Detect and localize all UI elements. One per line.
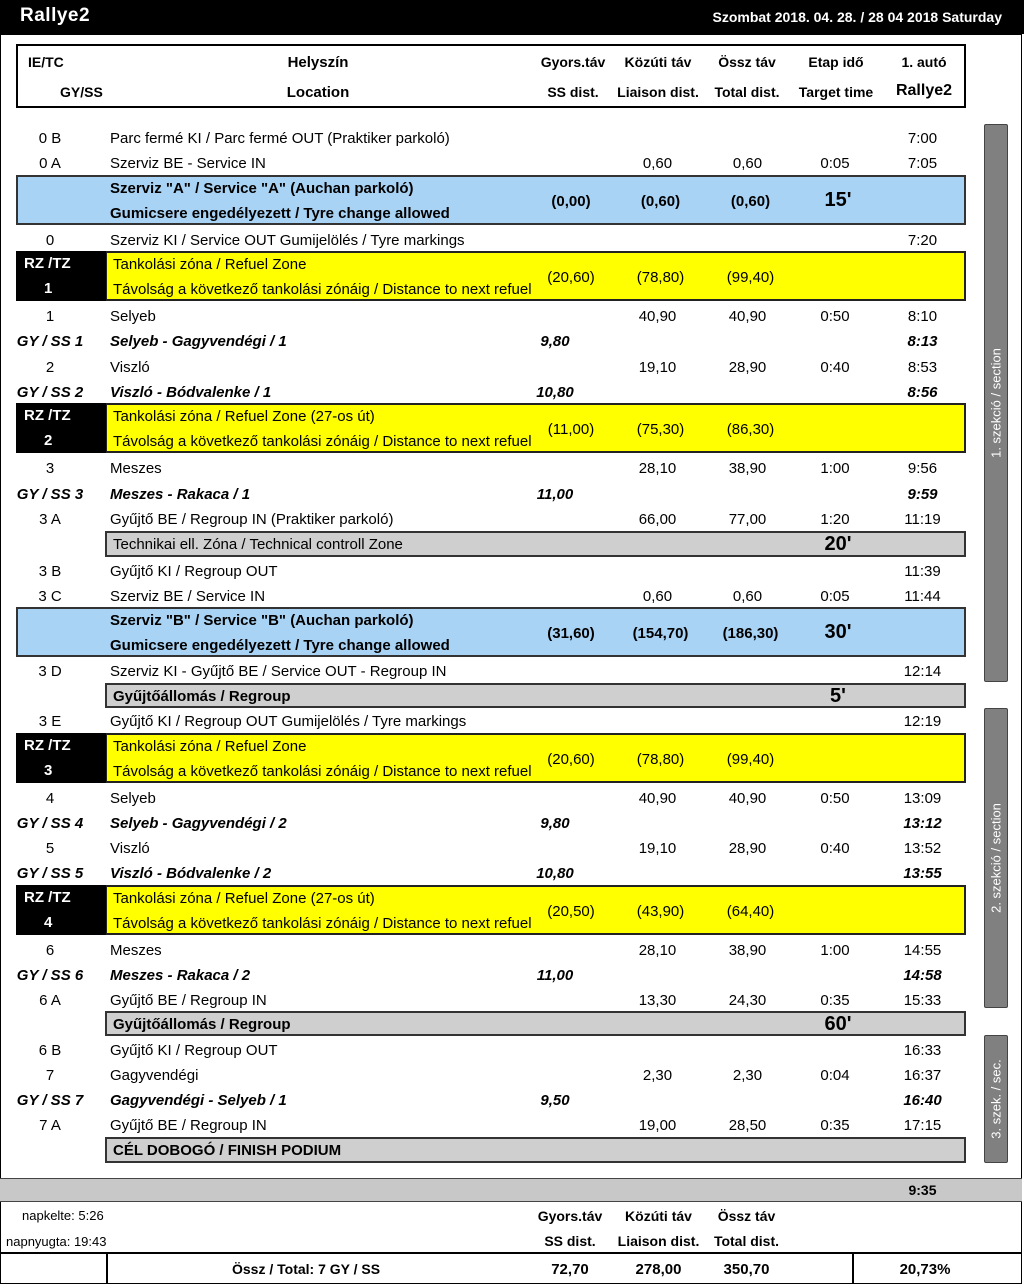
finish-label: CÉL DOBOGÓ / FINISH PODIUM xyxy=(113,1142,342,1159)
col-code-top: IE/TC xyxy=(28,54,64,70)
refuel-4-total: (64,40) xyxy=(726,903,775,920)
row-location: Szerviz BE - Service IN xyxy=(110,155,266,172)
title-bar xyxy=(0,0,1024,34)
row-liaison: 19,10 xyxy=(638,840,677,857)
refuel-1-title: Tankolási zóna / Refuel Zone xyxy=(113,256,307,273)
row-target-time: 1:00 xyxy=(820,460,850,477)
row-location: Meszes - Rakaca / 1 xyxy=(110,486,251,503)
refuel-4-rz: RZ /TZ xyxy=(24,889,71,906)
row-ss-dist: 9,80 xyxy=(540,815,570,832)
row-location: Gagyvendégi xyxy=(110,1067,199,1084)
row-car-time: 13:52 xyxy=(903,840,942,857)
service-a-title: Szerviz "A" / Service "A" (Auchan parkoló) xyxy=(110,180,414,197)
row-location: Meszes xyxy=(110,460,162,477)
row-location: Selyeb xyxy=(110,308,156,325)
service-b-time: 30' xyxy=(824,621,852,643)
service-b-title: Szerviz "B" / Service "B" (Auchan parkoló) xyxy=(110,612,414,629)
row-location: Viszló xyxy=(110,359,150,376)
refuel-4-ss: (20,50) xyxy=(547,903,595,920)
row-car-time: 9:59 xyxy=(907,486,938,503)
table-row xyxy=(0,152,980,177)
table-row xyxy=(0,585,980,610)
regroup-zone-2 xyxy=(105,1011,966,1036)
technical-zone-label: Technikai ell. Zóna / Technical controll Zone xyxy=(113,536,403,553)
totals-total: 350,70 xyxy=(723,1261,770,1278)
refuel-4-badge xyxy=(16,885,106,935)
stage-row xyxy=(0,812,980,837)
table-row xyxy=(0,1064,980,1089)
row-car-time: 8:13 xyxy=(907,333,938,350)
totals-ss: 72,70 xyxy=(551,1261,589,1278)
row-target-time: 0:40 xyxy=(820,359,850,376)
table-row xyxy=(0,560,980,585)
section-3-label: 3. szek. / sec. xyxy=(988,1059,1004,1139)
table-row xyxy=(0,710,980,735)
row-car-time: 13:09 xyxy=(903,790,942,807)
service-a-note: Gumicsere engedélyezett / Tyre change allowed xyxy=(110,205,450,222)
refuel-4-liaison: (43,90) xyxy=(636,903,685,920)
row-code: 5 xyxy=(45,840,55,857)
row-total: 28,90 xyxy=(728,840,767,857)
refuel-2-title: Tankolási zóna / Refuel Zone (27-os út) xyxy=(113,408,375,425)
row-car-time: 13:55 xyxy=(903,865,942,882)
refuel-3-liaison: (78,80) xyxy=(636,751,685,768)
table-row xyxy=(0,660,980,685)
row-ss-dist: 10,80 xyxy=(536,865,574,882)
sunrise: napkelte: 5:26 xyxy=(22,1208,104,1223)
row-car-time: 7:05 xyxy=(907,155,938,172)
row-location: Gyűjtő KI / Regroup OUT xyxy=(110,1042,278,1059)
row-car-time: 17:15 xyxy=(903,1117,942,1134)
row-location: Viszló - Bódvalenke / 2 xyxy=(110,865,272,882)
total-time: 9:35 xyxy=(908,1182,937,1198)
row-code: 1 xyxy=(45,308,55,325)
rally-title: Rallye2 xyxy=(20,5,91,26)
row-car-time: 14:55 xyxy=(903,942,942,959)
table-row xyxy=(0,1114,980,1139)
row-code: GY / SS 7 xyxy=(16,1092,84,1109)
technical-zone-time: 20' xyxy=(824,533,852,555)
row-code: 3 E xyxy=(38,713,62,730)
row-total: 28,50 xyxy=(728,1117,767,1134)
refuel-1-note: Távolság a következő tankolási zónáig / Distance to next refuel xyxy=(113,281,532,298)
row-target-time: 0:50 xyxy=(820,790,850,807)
footer-liaison-bottom: Liaison dist. xyxy=(617,1233,700,1249)
row-car-time: 7:00 xyxy=(907,130,938,147)
table-row xyxy=(0,305,980,330)
row-code: 0 B xyxy=(38,130,62,147)
row-liaison: 19,10 xyxy=(638,359,677,376)
row-location: Gyűjtő KI / Regroup OUT xyxy=(110,563,278,580)
service-a-time: 15' xyxy=(824,189,852,211)
totals-liaison: 278,00 xyxy=(635,1261,682,1278)
row-total: 40,90 xyxy=(728,308,767,325)
row-car-time: 9:56 xyxy=(907,460,938,477)
totals-percent: 20,73% xyxy=(899,1261,951,1278)
refuel-3-note: Távolság a következő tankolási zónáig / Distance to next refuel xyxy=(113,763,532,780)
footer-total-top: Össz táv xyxy=(717,1208,776,1224)
row-car-time: 13:12 xyxy=(903,815,942,832)
row-location: Viszló xyxy=(110,840,150,857)
table-row xyxy=(0,837,980,862)
stage-row xyxy=(0,1089,980,1114)
row-target-time: 0:05 xyxy=(820,588,850,605)
refuel-2-badge xyxy=(16,403,106,453)
row-code: 7 A xyxy=(39,1117,61,1134)
refuel-1-rz: RZ /TZ xyxy=(24,255,71,272)
footer-bar xyxy=(0,1178,1022,1202)
refuel-zone-3 xyxy=(105,733,966,783)
table-row xyxy=(0,457,980,482)
row-car-time: 14:58 xyxy=(903,967,942,984)
refuel-3-ss: (20,60) xyxy=(547,751,595,768)
event-date: Szombat 2018. 04. 28. / 28 04 2018 Saturday xyxy=(712,9,1002,25)
row-code: 6 A xyxy=(39,992,61,1009)
section-2-bar xyxy=(984,708,1008,1008)
row-location: Meszes xyxy=(110,942,162,959)
row-target-time: 0:40 xyxy=(820,840,850,857)
row-car-time: 16:40 xyxy=(903,1092,942,1109)
row-location: Selyeb xyxy=(110,790,156,807)
service-b-note: Gumicsere engedélyezett / Tyre change allowed xyxy=(110,637,450,654)
row-total: 28,90 xyxy=(728,359,767,376)
row-code: GY / SS 1 xyxy=(16,333,84,350)
regroup-2-time: 60' xyxy=(824,1013,852,1035)
service-a-block xyxy=(16,175,966,225)
row-code: 3 D xyxy=(38,663,62,680)
col-total-bottom: Total dist. xyxy=(714,84,780,100)
footer-ss-bottom: SS dist. xyxy=(544,1233,596,1249)
refuel-1-num: 1 xyxy=(44,280,53,297)
row-total: 0,60 xyxy=(732,155,763,172)
table-row xyxy=(0,939,980,964)
row-liaison: 66,00 xyxy=(638,511,677,528)
refuel-1-ss: (20,60) xyxy=(547,269,595,286)
refuel-2-num: 2 xyxy=(44,432,53,449)
refuel-2-rz: RZ /TZ xyxy=(24,407,71,424)
row-target-time: 0:35 xyxy=(820,1117,850,1134)
row-code: GY / SS 3 xyxy=(16,486,84,503)
row-location: Meszes - Rakaca / 2 xyxy=(110,967,251,984)
refuel-3-rz: RZ /TZ xyxy=(24,737,71,754)
row-total: 24,30 xyxy=(728,992,767,1009)
row-ss-dist: 10,80 xyxy=(536,384,574,401)
section-1-bar xyxy=(984,124,1008,682)
row-ss-dist: 9,80 xyxy=(540,333,570,350)
row-target-time: 0:35 xyxy=(820,992,850,1009)
service-a-ss: (0,00) xyxy=(551,193,591,210)
stage-row xyxy=(0,964,980,989)
row-target-time: 0:05 xyxy=(820,155,850,172)
row-location: Selyeb - Gagyvendégi / 2 xyxy=(110,815,287,832)
row-total: 40,90 xyxy=(728,790,767,807)
row-code: 7 xyxy=(45,1067,55,1084)
row-code: GY / SS 6 xyxy=(16,967,84,984)
service-b-total: (186,30) xyxy=(722,625,779,642)
row-liaison: 0,60 xyxy=(642,155,673,172)
row-location: Parc fermé KI / Parc fermé OUT (Praktiker parkoló) xyxy=(110,130,450,147)
col-code-bottom: GY/SS xyxy=(60,84,103,100)
refuel-3-badge xyxy=(16,733,106,783)
service-a-total: (0,60) xyxy=(730,193,771,210)
table-row xyxy=(0,229,980,254)
refuel-zone-4 xyxy=(105,885,966,935)
col-location-bottom: Location xyxy=(286,84,350,101)
row-code: 3 B xyxy=(38,563,62,580)
row-target-time: 0:50 xyxy=(820,308,850,325)
totals-label: Össz / Total: 7 GY / SS xyxy=(232,1261,381,1277)
row-code: 6 xyxy=(45,942,55,959)
col-ss-top: Gyors.táv xyxy=(540,54,606,70)
col-target-bottom: Target time xyxy=(798,84,874,100)
stage-row xyxy=(0,381,980,406)
row-code: 3 xyxy=(45,460,55,477)
refuel-2-total: (86,30) xyxy=(726,421,775,438)
row-location: Szerviz KI - Gyűjtő BE / Service OUT - Regroup IN xyxy=(110,663,447,680)
refuel-zone-1 xyxy=(105,251,966,301)
refuel-3-title: Tankolási zóna / Refuel Zone xyxy=(113,738,307,755)
row-car-time: 16:37 xyxy=(903,1067,942,1084)
row-car-time: 12:14 xyxy=(903,663,942,680)
table-row xyxy=(0,787,980,812)
refuel-2-liaison: (75,30) xyxy=(636,421,685,438)
row-liaison: 40,90 xyxy=(638,308,677,325)
section-2-label: 2. szekció / section xyxy=(988,803,1004,913)
row-total: 38,90 xyxy=(728,942,767,959)
refuel-4-num: 4 xyxy=(44,914,53,931)
row-liaison: 0,60 xyxy=(642,588,673,605)
row-car-time: 15:33 xyxy=(903,992,942,1009)
refuel-1-total: (99,40) xyxy=(726,269,775,286)
row-location: Gyűjtő KI / Regroup OUT Gumijelölés / Tyre markings xyxy=(110,713,467,730)
stage-row xyxy=(0,483,980,508)
row-code: 2 xyxy=(45,359,55,376)
row-code: 3 A xyxy=(39,511,61,528)
row-liaison: 2,30 xyxy=(642,1067,673,1084)
table-row xyxy=(0,508,980,533)
row-car-time: 11:44 xyxy=(904,588,941,605)
regroup-1-label: Gyűjtőállomás / Regroup xyxy=(113,688,291,705)
stage-row xyxy=(0,862,980,887)
footer-total-bottom: Total dist. xyxy=(713,1233,780,1249)
col-liaison-top: Közúti táv xyxy=(624,54,692,70)
row-total: 38,90 xyxy=(728,460,767,477)
totals-divider-right xyxy=(852,1254,854,1284)
row-code: 0 xyxy=(45,232,55,249)
refuel-4-title: Tankolási zóna / Refuel Zone (27-os út) xyxy=(113,890,375,907)
row-target-time: 0:04 xyxy=(820,1067,850,1084)
col-car-bottom: Rallye2 xyxy=(895,82,953,99)
regroup-zone-1 xyxy=(105,683,966,708)
totals-row xyxy=(0,1252,1022,1284)
row-code: 6 B xyxy=(38,1042,62,1059)
row-location: Viszló - Bódvalenke / 1 xyxy=(110,384,272,401)
table-row xyxy=(0,127,980,152)
row-location: Gyűjtő BE / Regroup IN (Praktiker parkoló) xyxy=(110,511,394,528)
col-target-top: Etap idő xyxy=(808,54,864,70)
service-b-ss: (31,60) xyxy=(547,625,595,642)
service-b-liaison: (154,70) xyxy=(632,625,689,642)
totals-divider-left xyxy=(106,1254,108,1284)
table-row xyxy=(0,1039,980,1064)
refuel-1-liaison: (78,80) xyxy=(636,269,685,286)
row-code: GY / SS 2 xyxy=(16,384,84,401)
row-car-time: 8:56 xyxy=(907,384,938,401)
refuel-3-total: (99,40) xyxy=(726,751,775,768)
row-location: Selyeb - Gagyvendégi / 1 xyxy=(110,333,287,350)
footer-ss-top: Gyors.táv xyxy=(537,1208,603,1224)
row-code: GY / SS 5 xyxy=(16,865,84,882)
row-total: 0,60 xyxy=(732,588,763,605)
sunset: napnyugta: 19:43 xyxy=(6,1234,107,1249)
row-location: Szerviz BE / Service IN xyxy=(110,588,266,605)
column-header xyxy=(16,44,966,108)
row-car-time: 8:10 xyxy=(907,308,938,325)
regroup-1-time: 5' xyxy=(830,685,846,707)
row-liaison: 19,00 xyxy=(638,1117,677,1134)
row-total: 2,30 xyxy=(732,1067,763,1084)
row-target-time: 1:00 xyxy=(820,942,850,959)
row-liaison: 40,90 xyxy=(638,790,677,807)
row-car-time: 8:53 xyxy=(907,359,938,376)
row-total: 77,00 xyxy=(728,511,767,528)
refuel-1-badge xyxy=(16,251,106,301)
refuel-2-note: Távolság a következő tankolási zónáig / Distance to next refuel xyxy=(113,433,532,450)
regroup-2-label: Gyűjtőállomás / Regroup xyxy=(113,1016,291,1033)
section-3-bar xyxy=(984,1035,1008,1163)
row-ss-dist: 11,00 xyxy=(536,486,574,503)
row-code: GY / SS 4 xyxy=(16,815,84,832)
row-location: Szerviz KI / Service OUT Gumijelölés / Tyre markings xyxy=(110,232,465,249)
refuel-2-ss: (11,00) xyxy=(547,421,595,438)
row-car-time: 7:20 xyxy=(907,232,938,249)
row-code: 4 xyxy=(45,790,55,807)
row-liaison: 13,30 xyxy=(638,992,677,1009)
row-target-time: 1:20 xyxy=(820,511,850,528)
row-car-time: 16:33 xyxy=(903,1042,942,1059)
stage-row xyxy=(0,330,980,355)
col-car-top: 1. autó xyxy=(901,54,947,70)
row-location: Gyűjtő BE / Regroup IN xyxy=(110,1117,267,1134)
refuel-zone-2 xyxy=(105,403,966,453)
row-liaison: 28,10 xyxy=(638,460,677,477)
row-car-time: 11:19 xyxy=(904,511,941,528)
row-car-time: 12:19 xyxy=(903,713,942,730)
row-ss-dist: 9,50 xyxy=(540,1092,570,1109)
service-b-block xyxy=(16,607,966,657)
technical-zone xyxy=(105,531,966,557)
col-location-top: Helyszín xyxy=(287,54,349,71)
col-ss-bottom: SS dist. xyxy=(547,84,599,100)
table-row xyxy=(0,989,980,1014)
table-row xyxy=(0,356,980,381)
col-total-top: Össz táv xyxy=(718,54,776,70)
col-liaison-bottom: Liaison dist. xyxy=(617,84,699,100)
service-a-liaison: (0,60) xyxy=(640,193,681,210)
row-location: Gagyvendégi - Selyeb / 1 xyxy=(110,1092,287,1109)
row-code: 3 C xyxy=(38,588,62,605)
row-ss-dist: 11,00 xyxy=(536,967,574,984)
row-location: Gyűjtő BE / Regroup IN xyxy=(110,992,267,1009)
refuel-4-note: Távolság a következő tankolási zónáig / Distance to next refuel xyxy=(113,915,532,932)
row-code: 0 A xyxy=(39,155,61,172)
section-1-label: 1. szekció / section xyxy=(988,348,1004,458)
finish-podium xyxy=(105,1137,966,1163)
row-liaison: 28,10 xyxy=(638,942,677,959)
row-car-time: 11:39 xyxy=(904,563,941,580)
refuel-3-num: 3 xyxy=(44,762,53,779)
footer-liaison-top: Közúti táv xyxy=(625,1208,692,1224)
